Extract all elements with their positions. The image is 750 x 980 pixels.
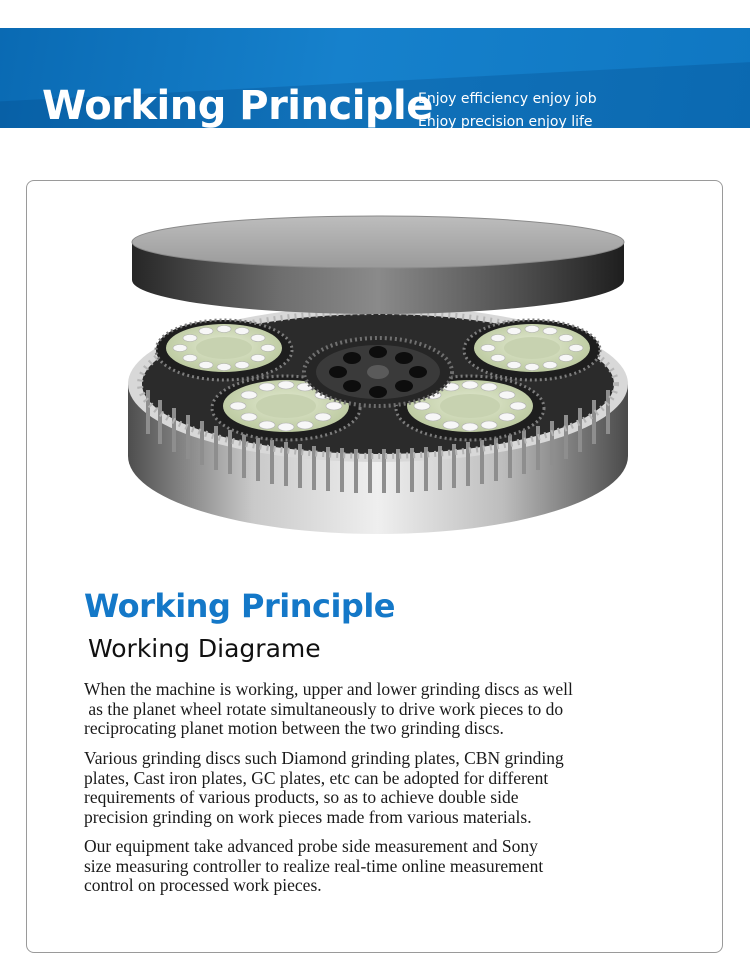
slogan-line-2: Enjoy precision enjoy life <box>418 114 593 128</box>
paragraph-line: requirements of various products, so as to achieve double side <box>84 787 519 807</box>
paragraph-line: plates, Cast iron plates, GC plates, etc can be adopted for different <box>84 767 549 788</box>
paragraph-line: control on processed work pieces. <box>84 875 322 895</box>
paragraph-line: When the machine is working, upper and lower grinding discs as well <box>84 679 573 699</box>
sun-gear <box>304 338 452 406</box>
description-paragraph-2 <box>84 749 684 827</box>
paragraph-line: Various grinding discs such Diamond grinding plates, CBN grinding <box>84 748 564 768</box>
description-paragraph-1 <box>84 680 684 739</box>
header-banner <box>0 28 750 128</box>
planet-wheel-pad <box>464 320 600 380</box>
paragraph-line: size measuring controller to realize real-time online measurement <box>84 855 544 876</box>
upper-grinding-disc <box>132 216 624 314</box>
banner-title: Working Principle <box>42 83 433 128</box>
paragraph-line: as the planet wheel rotate simultaneously to drive work pieces to do <box>84 698 564 719</box>
grinding-machine-illustration <box>124 212 632 552</box>
description-paragraph-3 <box>84 837 684 896</box>
section-heading: Working Principle <box>84 587 395 625</box>
planet-wheel-pad <box>156 320 292 380</box>
section-subheading: Working Diagrame <box>88 634 321 663</box>
slogan-line-1: Enjoy efficiency enjoy job <box>418 91 597 107</box>
paragraph-line: precision grinding on work pieces made from various materials. <box>84 806 532 827</box>
paragraph-line: Our equipment take advanced probe side measurement and Sony <box>84 836 538 856</box>
paragraph-line: reciprocating planet motion between the two grinding discs. <box>84 718 504 738</box>
